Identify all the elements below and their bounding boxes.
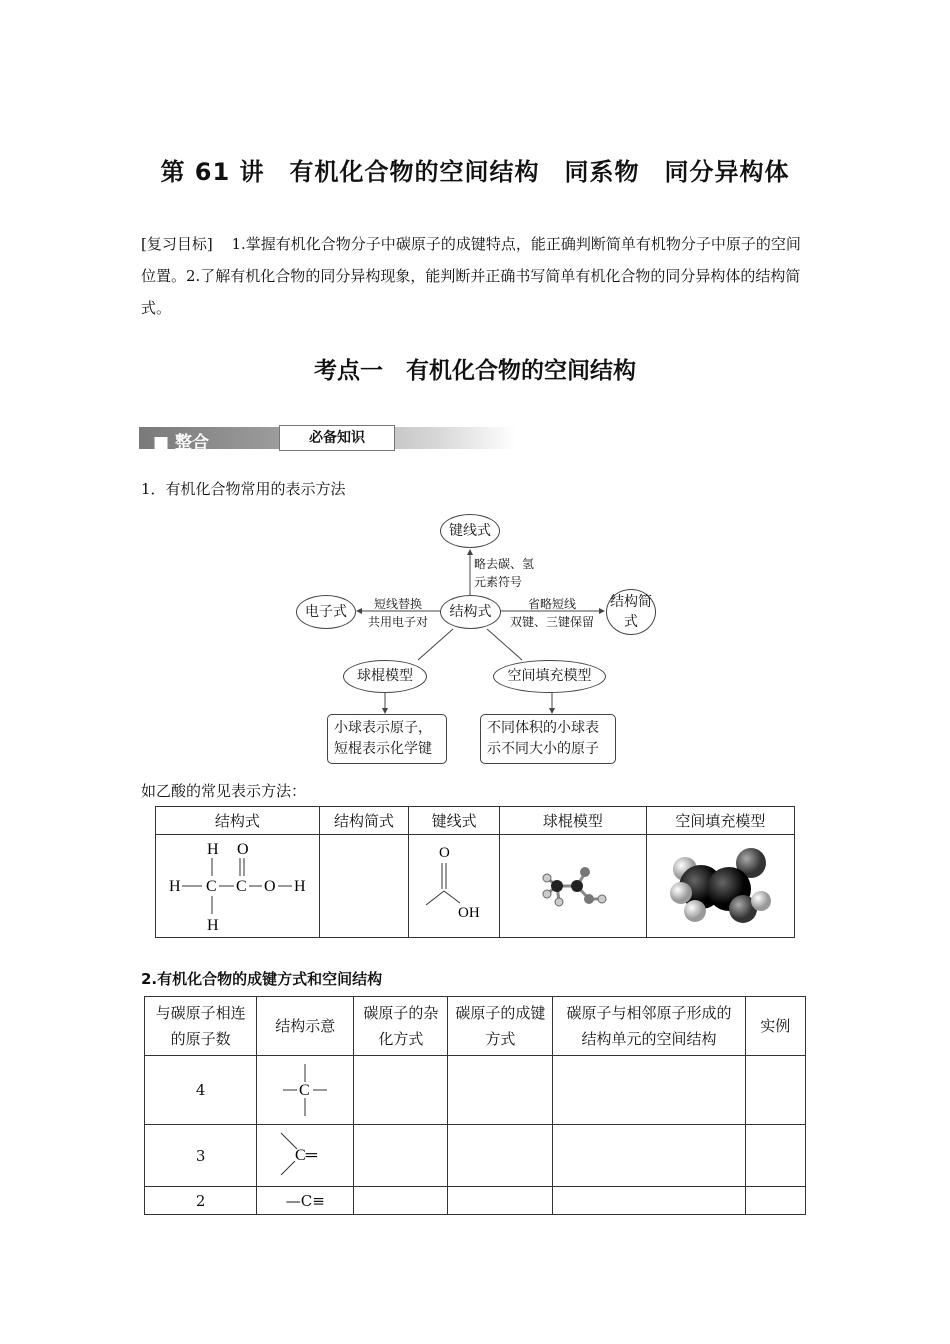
cell-ball-stick-model: [500, 835, 647, 938]
schematic-trigonal: [275, 1127, 335, 1185]
row-count: 3: [145, 1125, 257, 1187]
acetic-structural-formula: [162, 838, 312, 934]
header-spatial-structure: 碳原子与相邻原子形成的结构单元的空间结构: [553, 997, 745, 1056]
review-text: 1.掌握有机化合物分子中碳原子的成键特点，能正确判断简单有机物分子中原子的空间位置。2.了解有机化合物的同分异构现象，能判断并正确书写简单有机化合物的同分异构体的结构简式。: [141, 235, 801, 317]
header-schematic: 结构示意: [257, 997, 354, 1056]
cell-space-filling-model: [646, 835, 794, 938]
row-schematic: [257, 1056, 354, 1125]
box-space-filling-desc: 不同体积的小球表 示不同大小的原子: [480, 714, 616, 764]
svg-text:O: O: [237, 841, 249, 858]
svg-text:O: O: [439, 845, 450, 861]
row-schematic: —C≡: [257, 1187, 354, 1215]
bonding-table: [144, 996, 806, 1215]
header-atom-count: 与碳原子相连的原子数: [145, 997, 257, 1056]
header-space-filling: 空间填充模型: [646, 807, 794, 835]
space-filling-model-image: [665, 841, 775, 931]
section1-heading: 1．有机化合物常用的表示方法: [141, 480, 346, 498]
header-structural: 结构式: [156, 807, 320, 835]
page-title: 第 61 讲 有机化合物的空间结构 同系物 同分异构体: [160, 158, 790, 186]
section2-heading: 2.有机化合物的成键方式和空间结构: [141, 970, 383, 988]
ball-stick-model-image: [533, 851, 613, 921]
cell-condensed-formula: [319, 835, 409, 938]
node-skeletal-formula: 键线式: [440, 514, 500, 548]
cell-skeletal-formula: [409, 835, 500, 938]
svg-text:C: C: [299, 1082, 310, 1099]
node-electron-formula: 电子式: [296, 595, 356, 629]
svg-text:OH: OH: [458, 905, 480, 921]
label-omit-ch: 略去碳、氢 元素符号: [474, 557, 535, 589]
box-ball-stick-desc: 小球表示原子， 短棍表示化学键: [327, 714, 447, 764]
acetic-intro: 如乙酸的常见表示方法：: [141, 782, 307, 800]
svg-text:C: C: [206, 878, 218, 895]
acetic-acid-table: [155, 806, 795, 938]
row-schematic: [257, 1125, 354, 1187]
row-count: 4: [145, 1056, 257, 1125]
header-hybridization: 碳原子的杂化方式: [354, 997, 448, 1056]
svg-text:H: H: [207, 917, 219, 934]
label-omit-bonds: 省略短线 双键、三键保留: [509, 597, 594, 629]
section-title: 考点一 有机化合物的空间结构: [314, 358, 636, 384]
banner-label: ■ 整合: [153, 433, 209, 453]
node-ball-stick: 球棍模型: [343, 660, 427, 693]
node-structural-formula: 结构式: [440, 595, 501, 629]
label-replace-pairs: 短线替换 共用电子对: [367, 597, 428, 629]
svg-text:H: H: [294, 878, 306, 895]
schematic-tetrahedral: [275, 1060, 335, 1120]
banner-tag: 必备知识: [279, 425, 395, 451]
node-condensed-formula: 结构简式: [606, 589, 656, 635]
svg-text:C: C: [236, 878, 248, 895]
header-ball-stick: 球棍模型: [500, 807, 647, 835]
svg-text:H: H: [207, 841, 219, 858]
node-space-filling: 空间填充模型: [493, 660, 606, 693]
review-label: [复习目标]: [141, 235, 213, 253]
svg-text:C═: C═: [295, 1146, 318, 1164]
acetic-skeletal-formula: [414, 841, 494, 931]
cell-structural-formula: [156, 835, 320, 938]
representation-diagram: [0, 505, 950, 775]
header-skeletal: 键线式: [409, 807, 500, 835]
header-example: 实例: [745, 997, 805, 1056]
header-bond-type: 碳原子的成键方式: [448, 997, 553, 1056]
review-objectives: [141, 228, 811, 324]
svg-text:H: H: [169, 878, 181, 895]
section-banner: [139, 425, 516, 457]
header-condensed: 结构简式: [319, 807, 409, 835]
row-count: 2: [145, 1187, 257, 1215]
svg-text:O: O: [264, 878, 276, 895]
